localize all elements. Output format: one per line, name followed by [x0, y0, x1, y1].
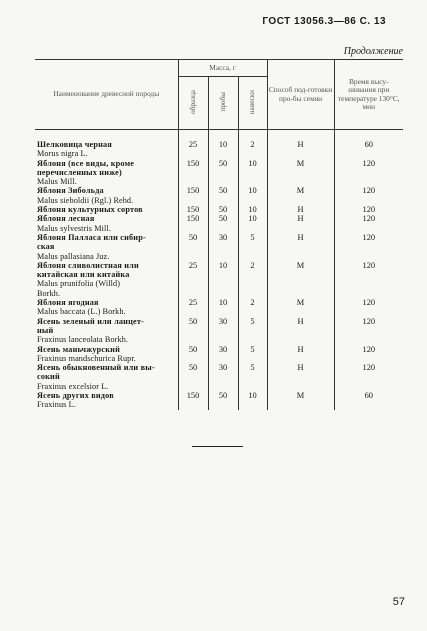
- table-row: [35, 186, 403, 205]
- species-name: [35, 261, 178, 298]
- continuation-label: Продолжение: [343, 46, 403, 57]
- latin-name-line: Fraxinus lanceolata Borkh.: [37, 335, 129, 345]
- table-row: [35, 363, 403, 391]
- weighed-mass: 2: [238, 261, 267, 298]
- weighed-mass: 10: [238, 186, 267, 205]
- drying-time: 60: [334, 391, 403, 410]
- prep-method: Н: [267, 205, 334, 214]
- sample-mass: 25: [178, 298, 208, 317]
- latin-name-line: Malus sieboldii (Rgl.) Rehd.: [37, 195, 134, 205]
- col-header-method: Способ под-готовки про-бы семян: [267, 60, 334, 130]
- sample-mass: 50: [178, 317, 208, 345]
- col-header-name: Наименование древесной породы: [35, 60, 178, 130]
- probe-mass: 10: [208, 130, 238, 159]
- table-body: [35, 130, 403, 410]
- species-name: [35, 159, 178, 187]
- col-header-probe: пробы: [208, 77, 238, 130]
- weighed-mass: 10: [238, 159, 267, 187]
- prep-method: Н: [267, 130, 334, 159]
- prep-method: М: [267, 298, 334, 317]
- table-row: [35, 261, 403, 298]
- drying-time: 120: [334, 345, 403, 364]
- russian-name-line: сокий: [37, 372, 60, 382]
- russian-name-line: Яблоня (все виды, кроме: [37, 158, 135, 168]
- col-header-mass: Масса, г: [178, 60, 267, 77]
- russian-name-line: Ясень маньчжурский: [37, 344, 120, 354]
- weighed-mass: 5: [238, 317, 267, 345]
- latin-name-line: Malus pallasiana Juz.: [37, 251, 110, 261]
- prep-method: М: [267, 261, 334, 298]
- page-number: 57: [392, 596, 405, 608]
- sample-mass: 50: [178, 363, 208, 391]
- latin-name-line: Fraxinus excelsior L.: [37, 381, 109, 391]
- sample-mass: 150: [178, 391, 208, 410]
- weighed-mass: 2: [238, 130, 267, 159]
- probe-mass: 30: [208, 317, 238, 345]
- table-row: [35, 345, 403, 364]
- species-name: [35, 317, 178, 345]
- species-name: [35, 298, 178, 317]
- species-name: [35, 233, 178, 261]
- prep-method: М: [267, 159, 334, 187]
- drying-time: 120: [334, 317, 403, 345]
- russian-name-line: Яблоня ягодная: [37, 298, 99, 308]
- latin-name-line: Fraxinus mandschurica Rupr.: [37, 353, 136, 363]
- russian-name-line: ный: [37, 325, 54, 335]
- col-header-time: Время высу-шивания при температуре 130°С, мин: [334, 60, 403, 130]
- probe-mass: 50: [208, 391, 238, 410]
- drying-time: 120: [334, 298, 403, 317]
- drying-time: 120: [334, 159, 403, 187]
- probe-mass: 50: [208, 186, 238, 205]
- russian-name-line: Яблоня культурных сортов: [37, 205, 143, 215]
- species-name: [35, 205, 178, 214]
- species-name: [35, 391, 178, 410]
- russian-name-line: Ясень зеленый или ланцет-: [37, 316, 144, 326]
- sample-mass: 150: [178, 205, 208, 214]
- table-row: [35, 298, 403, 317]
- page-header: ГОСТ 13056.3—86 С. 13: [262, 16, 386, 27]
- prep-method: Н: [267, 233, 334, 261]
- species-name: [35, 214, 178, 233]
- table-row: [35, 317, 403, 345]
- weighed-mass: 10: [238, 205, 267, 214]
- species-name: [35, 345, 178, 364]
- latin-name-line: Morus nigra L.: [37, 149, 88, 159]
- weighed-mass: 5: [238, 233, 267, 261]
- drying-time: 120: [334, 214, 403, 233]
- drying-time: 120: [334, 363, 403, 391]
- russian-name-line: Яблоня лесная: [37, 214, 95, 224]
- latin-name-line: Malus Mill.: [37, 177, 77, 187]
- table-row: [35, 205, 403, 214]
- russian-name-line: Яблоня Зибольда: [37, 186, 104, 196]
- table-row: [35, 233, 403, 261]
- sample-mass: 150: [178, 214, 208, 233]
- seed-moisture-table: [35, 59, 403, 410]
- prep-method: Н: [267, 214, 334, 233]
- probe-mass: 50: [208, 159, 238, 187]
- table-row: [35, 159, 403, 187]
- drying-time: 120: [334, 233, 403, 261]
- sample-mass: 150: [178, 159, 208, 187]
- probe-mass: 50: [208, 214, 238, 233]
- russian-name-line: Ясень других видов: [37, 391, 114, 401]
- probe-mass: 10: [208, 298, 238, 317]
- russian-name-line: ская: [37, 242, 55, 252]
- weighed-mass: 2: [238, 298, 267, 317]
- russian-name-line: Ясень обыкновенный или вы-: [37, 363, 155, 373]
- russian-name-line: китайская или китайка: [37, 270, 130, 280]
- prep-method: М: [267, 391, 334, 410]
- probe-mass: 50: [208, 205, 238, 214]
- probe-mass: 30: [208, 233, 238, 261]
- table-row: [35, 130, 403, 159]
- russian-name-line: перечисленных ниже): [37, 167, 122, 177]
- weighed-mass: 5: [238, 363, 267, 391]
- latin-name-line: Malus baccata (L.) Borkh.: [37, 307, 126, 317]
- sample-mass: 25: [178, 261, 208, 298]
- prep-method: М: [267, 186, 334, 205]
- latin-name-line: Fraxinus L.: [37, 400, 76, 410]
- weighed-mass: 10: [238, 214, 267, 233]
- probe-mass: 30: [208, 345, 238, 364]
- russian-name-line: Яблоня Палласа или сибир-: [37, 232, 146, 242]
- latin-name-line: Malus sylvestris Mill.: [37, 223, 111, 233]
- species-name: [35, 130, 178, 159]
- species-name: [35, 186, 178, 205]
- prep-method: Н: [267, 317, 334, 345]
- drying-time: 120: [334, 261, 403, 298]
- prep-method: Н: [267, 363, 334, 391]
- sample-mass: 25: [178, 130, 208, 159]
- table-row: [35, 391, 403, 410]
- prep-method: Н: [267, 345, 334, 364]
- drying-time: 120: [334, 205, 403, 214]
- russian-name-line: Шелковица черная: [37, 140, 112, 149]
- end-rule: [192, 446, 243, 447]
- latin-name-line: Borkh.: [37, 288, 61, 298]
- species-name: [35, 363, 178, 391]
- drying-time: 60: [334, 130, 403, 159]
- drying-time: 120: [334, 186, 403, 205]
- sample-mass: 50: [178, 233, 208, 261]
- col-header-sample: образца: [178, 77, 208, 130]
- probe-mass: 30: [208, 363, 238, 391]
- latin-name-line: Malus prunifolia (Willd): [37, 279, 121, 289]
- weighed-mass: 10: [238, 391, 267, 410]
- russian-name-line: Яблоня сливолистная или: [37, 260, 139, 270]
- table-row: [35, 214, 403, 233]
- probe-mass: 10: [208, 261, 238, 298]
- sample-mass: 150: [178, 186, 208, 205]
- sample-mass: 50: [178, 345, 208, 364]
- col-header-weighed: навески: [238, 77, 267, 130]
- weighed-mass: 5: [238, 345, 267, 364]
